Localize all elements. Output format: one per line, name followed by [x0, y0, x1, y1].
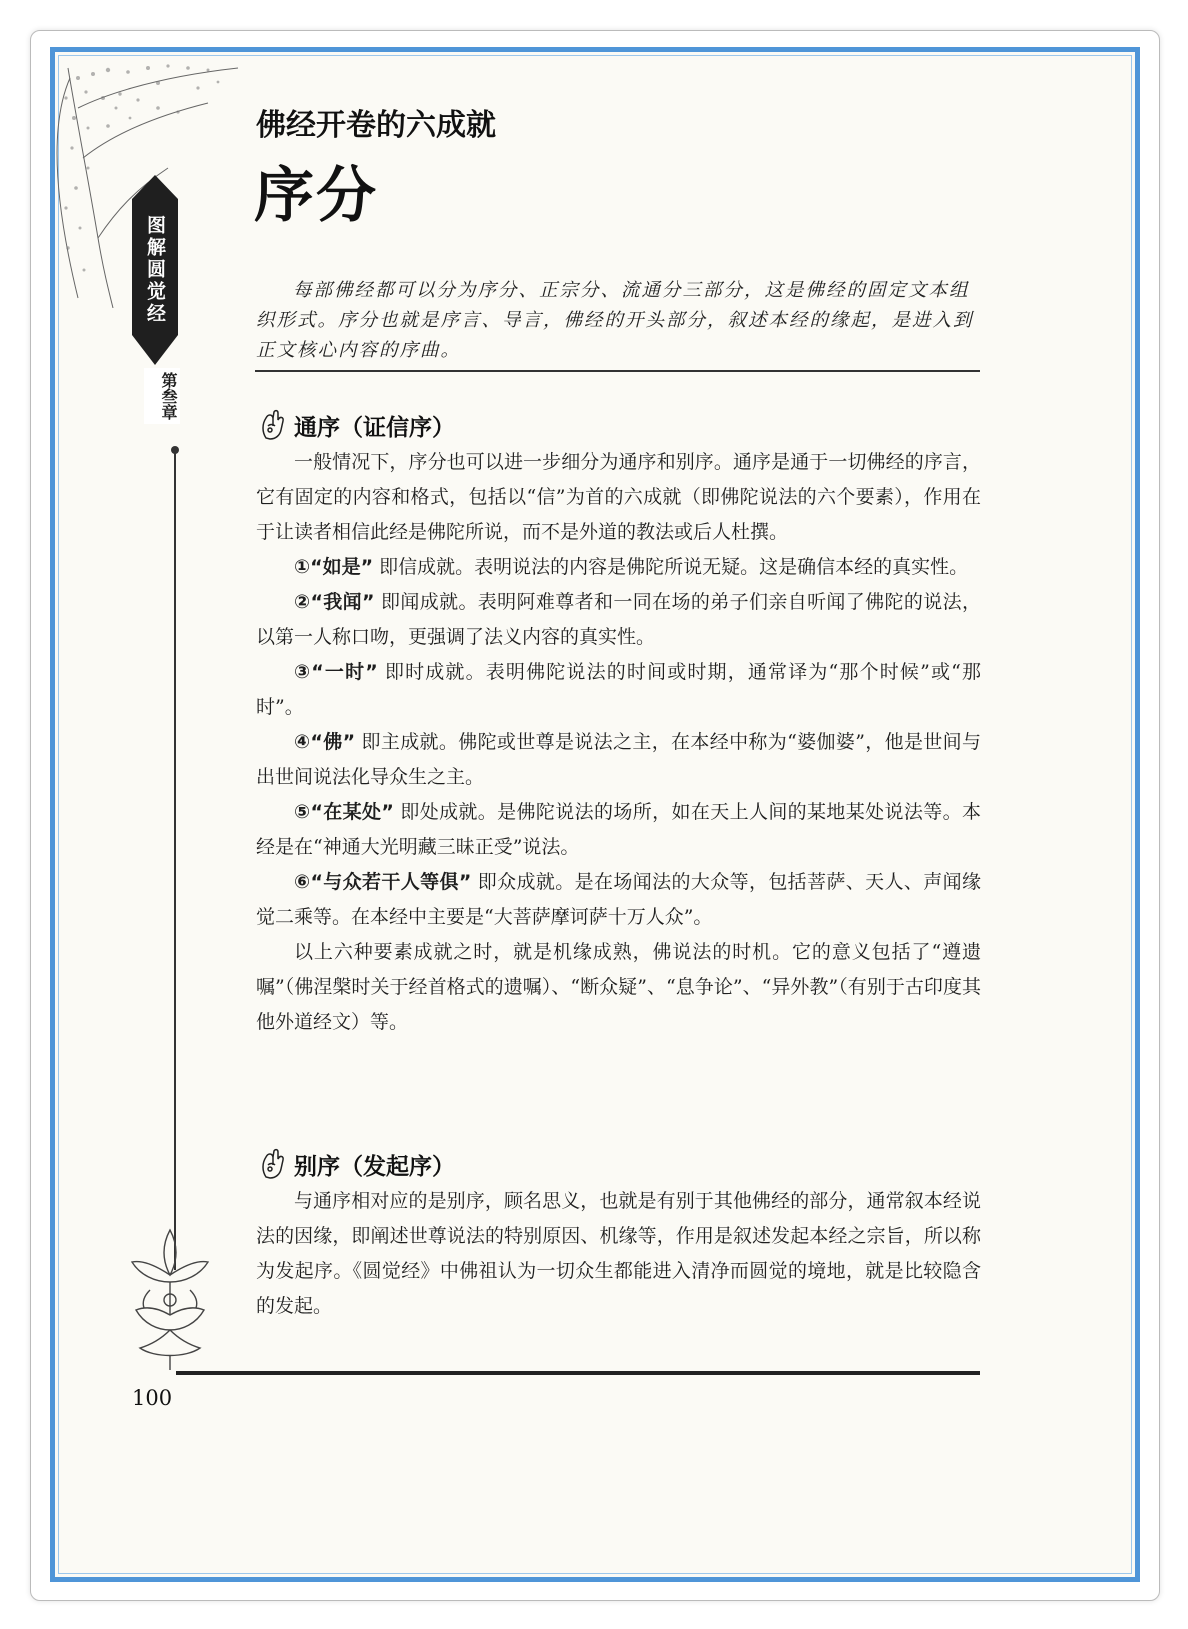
- list-item: [256, 550, 981, 585]
- list-item: [256, 585, 981, 655]
- hand-mudra-icon: [256, 1147, 290, 1181]
- list-item: [256, 655, 981, 725]
- list-item: [256, 795, 981, 865]
- section-heading: [256, 1144, 981, 1184]
- footer-rule: [176, 1371, 980, 1375]
- intro-paragraph: 每部佛经都可以分为序分、正宗分、流通分三部分，这是佛经的固定文本组织形式。序分也就是序言、导言，佛经的开头部分，叙述本经的缘起，是进入到正文核心内容的序曲。: [256, 279, 974, 361]
- list-item: [256, 725, 981, 795]
- item-text: 即信成就。表明说法的内容是佛陀所说无疑。这是确信本经的真实性。: [379, 556, 969, 578]
- item-key: ③“一时”: [294, 661, 378, 683]
- item-text: 即众成就。是在场闻法的大众等，包括菩萨、天人、声闻缘觉二乘等。在本经中主要是“大菩萨摩诃萨十万人众”。: [256, 871, 981, 928]
- section-heading-text: 通序（证信序）: [294, 414, 455, 441]
- paragraph: 与通序相对应的是别序，顾名思义，也就是有别于其他佛经的部分，通常叙本经说法的因缘，即阐述世尊说法的特别原因、机缘等，作用是叙述发起本经之宗旨，所以称为发起序。《圆觉经》中佛祖认为一切众生都能进入清净而圆觉的境地，就是比较隐含的发起。: [256, 1190, 981, 1317]
- section-heading: [256, 405, 981, 445]
- section-heading-text: 别序（发起序）: [294, 1153, 455, 1180]
- tree-branch-ornament-icon: [8, 8, 248, 308]
- section-biexu: [256, 1144, 981, 1324]
- page-number: 100: [132, 1386, 173, 1410]
- side-tab-book-title: 图解圆觉经: [144, 215, 166, 325]
- item-key: ⑤“在某处”: [294, 801, 394, 823]
- section-tongxu: [256, 405, 981, 1040]
- item-key: ②“我闻”: [294, 591, 375, 613]
- item-text: 即闻成就。表明阿难尊者和一同在场的弟子们亲自听闻了佛陀的说法，以第一人称口吻，更强调了法义内容的真实性。: [256, 591, 982, 648]
- section-kicker: 佛经开卷的六成就: [256, 108, 496, 143]
- page-title: 序分: [254, 161, 378, 231]
- item-text: 即时成就。表明佛陀说法的时间或时期，通常译为“那个时候”或“那时”。: [256, 661, 981, 718]
- item-text: 即主成就。佛陀或世尊是说法之主，在本经中称为“婆伽婆”，他是世间与出世间说法化导众生之主。: [256, 731, 981, 788]
- item-key: ⑥“与众若干人等俱”: [294, 871, 472, 893]
- side-rule: [174, 450, 176, 1270]
- paragraph: 以上六种要素成就之时，就是机缘成熟，佛说法的时机。它的意义包括了“遵遗嘱”（佛涅槃时关于经首格式的遗嘱）、“断众疑”、“息争论”、“异外教”（有别于古印度其他外道经文）等。: [256, 941, 981, 1033]
- item-key: ①“如是”: [294, 556, 374, 578]
- intro-divider: [255, 370, 980, 372]
- list-item: [256, 865, 981, 935]
- paragraph: 一般情况下，序分也可以进一步细分为通序和别序。通序是通于一切佛经的序言，它有固定的内容和格式，包括以“信”为首的六成就（即佛陀说法的六个要素），作用在于让读者相信此经是佛陀所说，而不是外道的教法或后人杜撰。: [256, 451, 981, 543]
- chapter-tag: 第叁章: [144, 368, 180, 424]
- item-text: 即处成就。是佛陀说法的场所，如在天上人间的某地某处说法等。本经是在“神通大光明藏三昧正受”说法。: [256, 801, 981, 858]
- lotus-ornament-icon: [120, 1220, 220, 1370]
- hand-mudra-icon: [256, 408, 290, 442]
- item-key: ④“佛”: [294, 731, 356, 753]
